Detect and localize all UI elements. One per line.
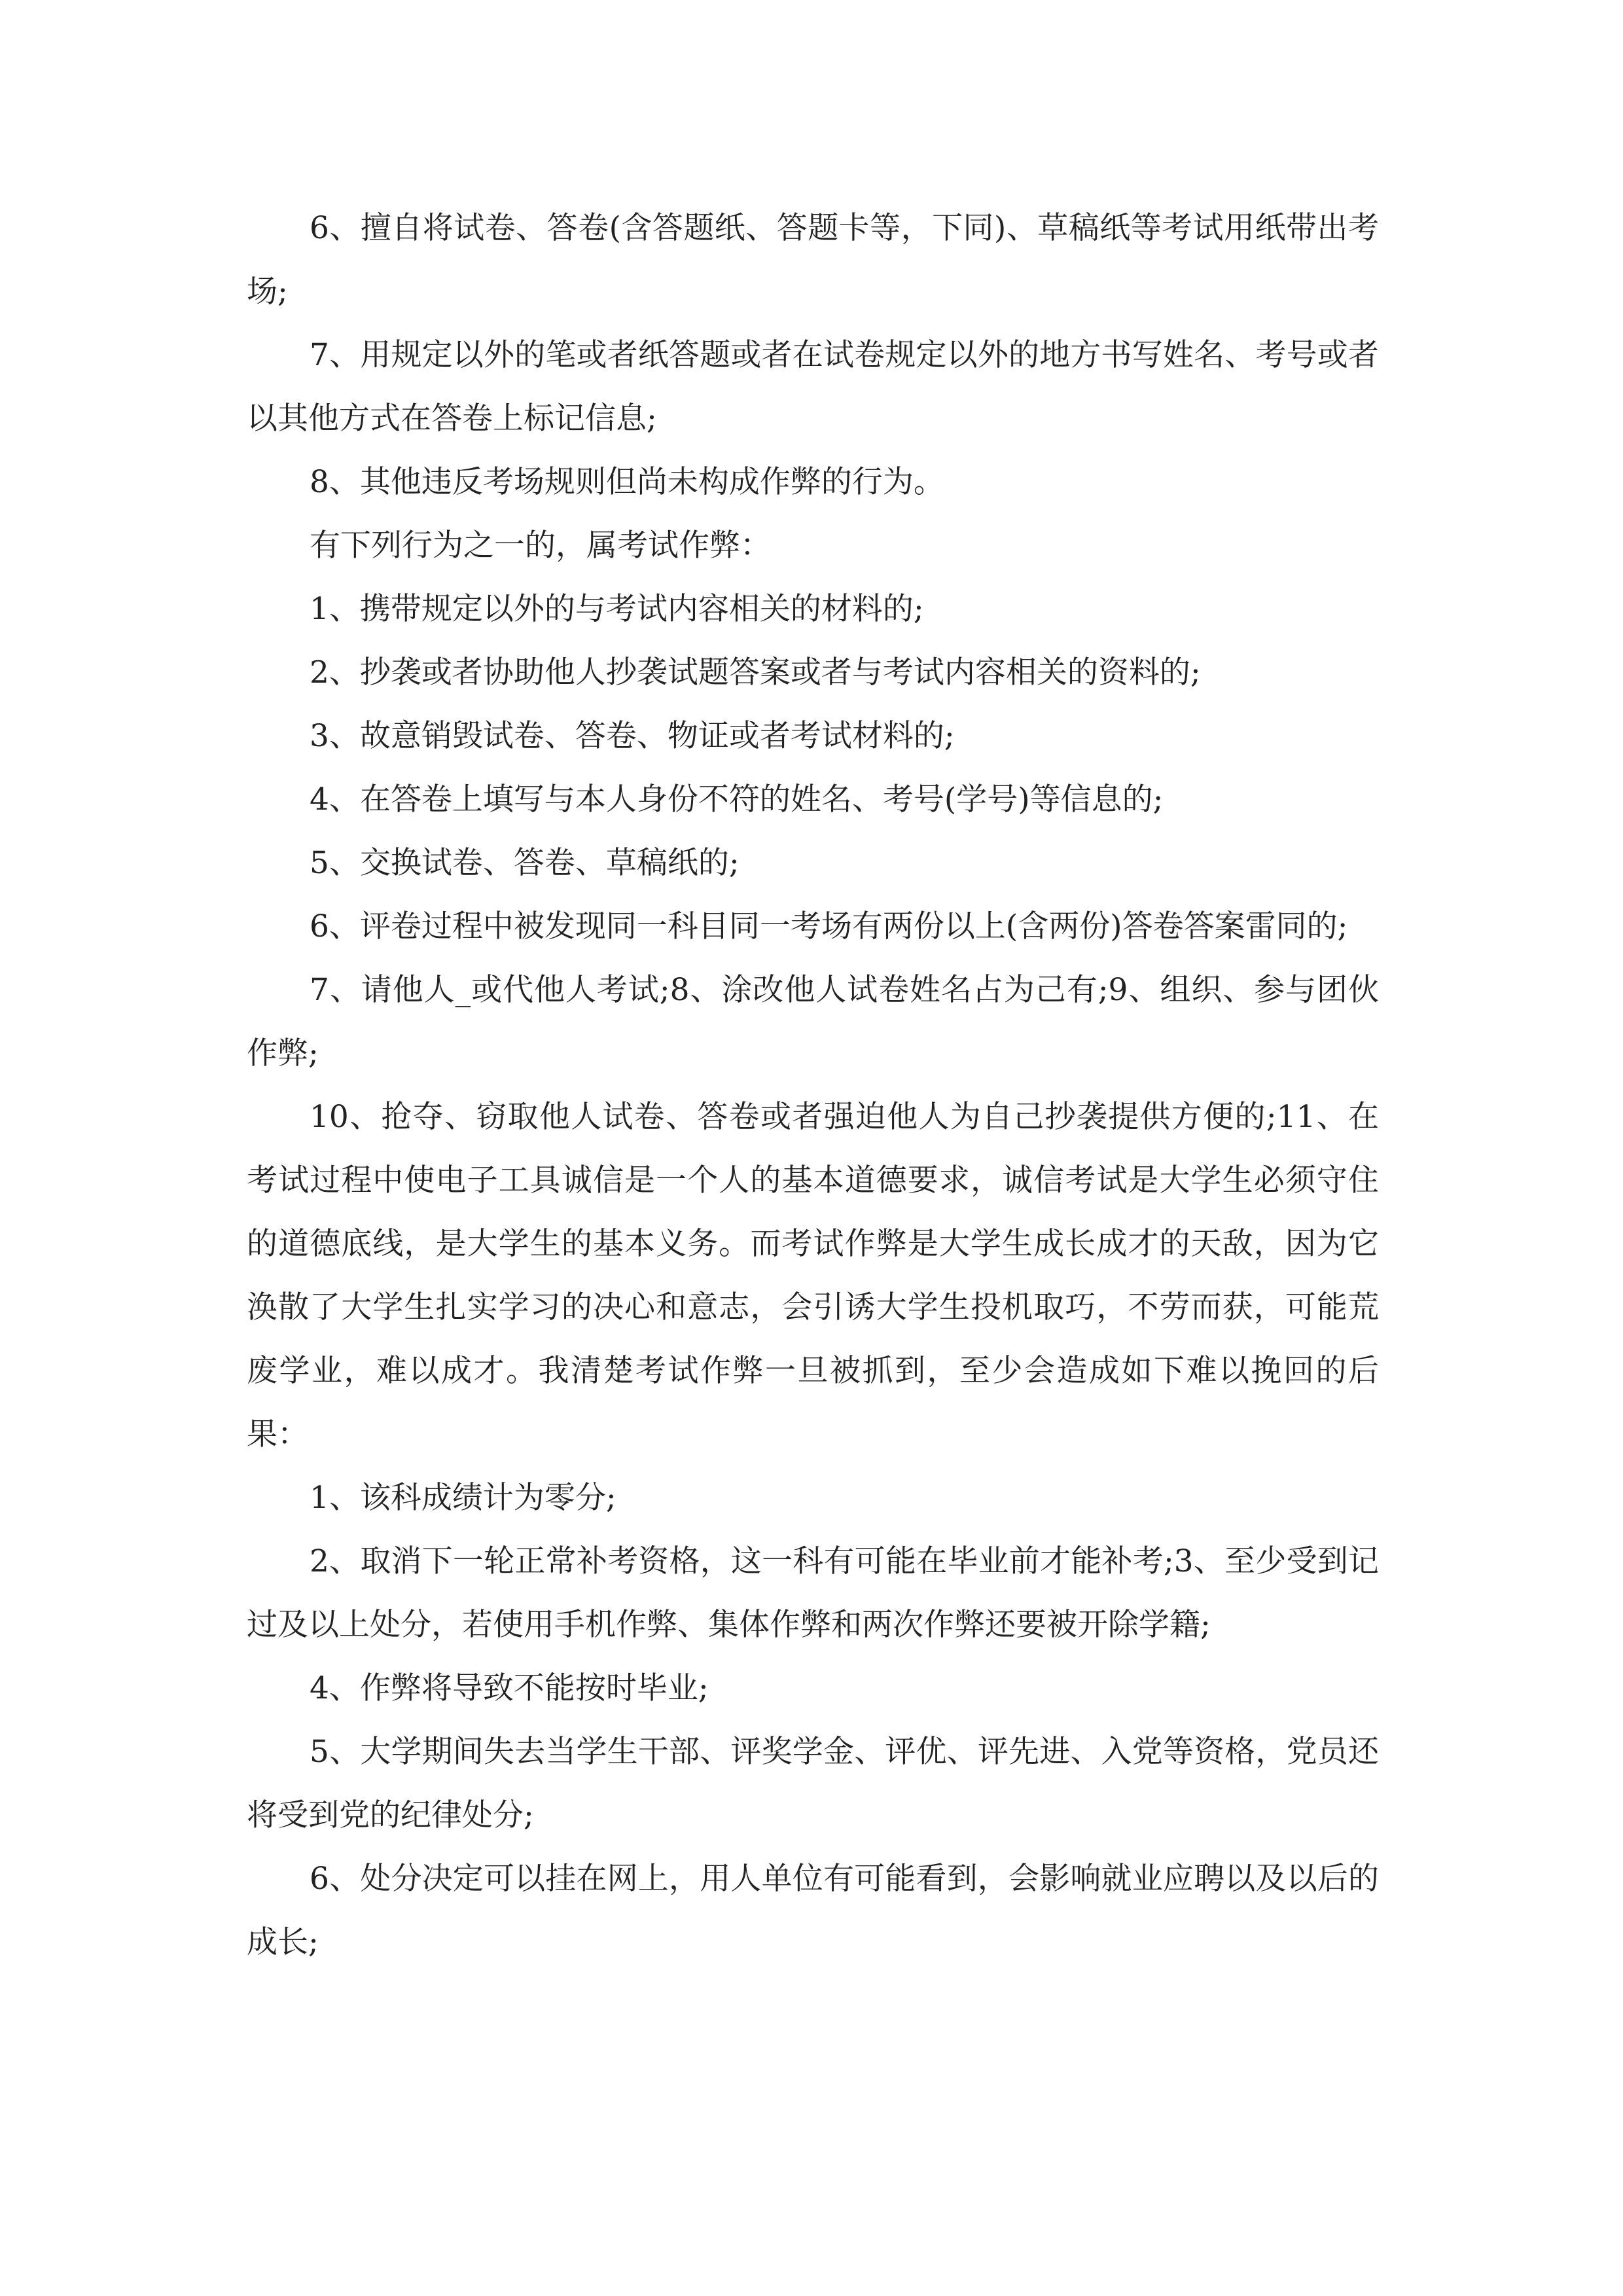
paragraph: 1、该科成绩计为零分; <box>310 1480 616 1516</box>
paragraph: 6、处分决定可以挂在网上，用人单位有可能看到，会影响就业应聘以及以后的成长; <box>247 1861 1379 1960</box>
paragraph: 5、大学期间失去当学生干部、评奖学金、评优、评先进、入党等资格，党员还将受到党的纪律处分; <box>247 1734 1379 1833</box>
paragraph: 2、抄袭或者协助他人抄袭试题答案或者与考试内容相关的资料的; <box>310 655 1201 691</box>
paragraph: 有下列行为之一的，属考试作弊： <box>310 528 771 564</box>
paragraph: 10、抢夺、窃取他人试卷、答卷或者强迫他人为自己抄袭提供方便的;11、在考试过程中使电子工具诚信是一个人的基本道德要求，诚信考试是大学生必须守住的道德底线，是大学生的基本义务。而考试作弊是大学生成长成才的天敌，因为它涣散了大学生扎实学习的决心和意志，会引诱大学生投机取巧，不劳而获，可能荒废学业，难以成才。我清楚考试作弊一旦被抓到，至少会造成如下难以挽回的后果： <box>247 1099 1379 1452</box>
paragraph: 6、擅自将试卷、答卷(含答题纸、答题卡等，下同)、草稿纸等考试用纸带出考场; <box>247 210 1379 310</box>
paragraph: 6、评卷过程中被发现同一科目同一考场有两份以上(含两份)答卷答案雷同的; <box>310 908 1348 944</box>
paragraph: 8、其他违反考场规则但尚未构成作弊的行为。 <box>310 464 944 500</box>
paragraph: 7、请他人_或代他人考试;8、涂改他人试卷姓名占为己有;9、组织、参与团伙作弊; <box>247 972 1379 1071</box>
paragraph: 4、作弊将导致不能按时毕业; <box>310 1670 709 1706</box>
paragraph: 1、携带规定以外的与考试内容相关的材料的; <box>310 591 924 627</box>
paragraph: 5、交换试卷、答卷、草稿纸的; <box>310 845 740 881</box>
paragraph: 7、用规定以外的笔或者纸答题或者在试卷规定以外的地方书写姓名、考号或者以其他方式在答卷上标记信息; <box>247 337 1379 437</box>
document-body <box>247 196 1379 1974</box>
paragraph: 2、取消下一轮正常补考资格，这一科有可能在毕业前才能补考;3、至少受到记过及以上处分，若使用手机作弊、集体作弊和两次作弊还要被开除学籍; <box>247 1543 1379 1643</box>
paragraph: 4、在答卷上填写与本人身份不符的姓名、考号(学号)等信息的; <box>310 781 1164 817</box>
paragraph: 3、故意销毁试卷、答卷、物证或者考试材料的; <box>310 718 955 754</box>
